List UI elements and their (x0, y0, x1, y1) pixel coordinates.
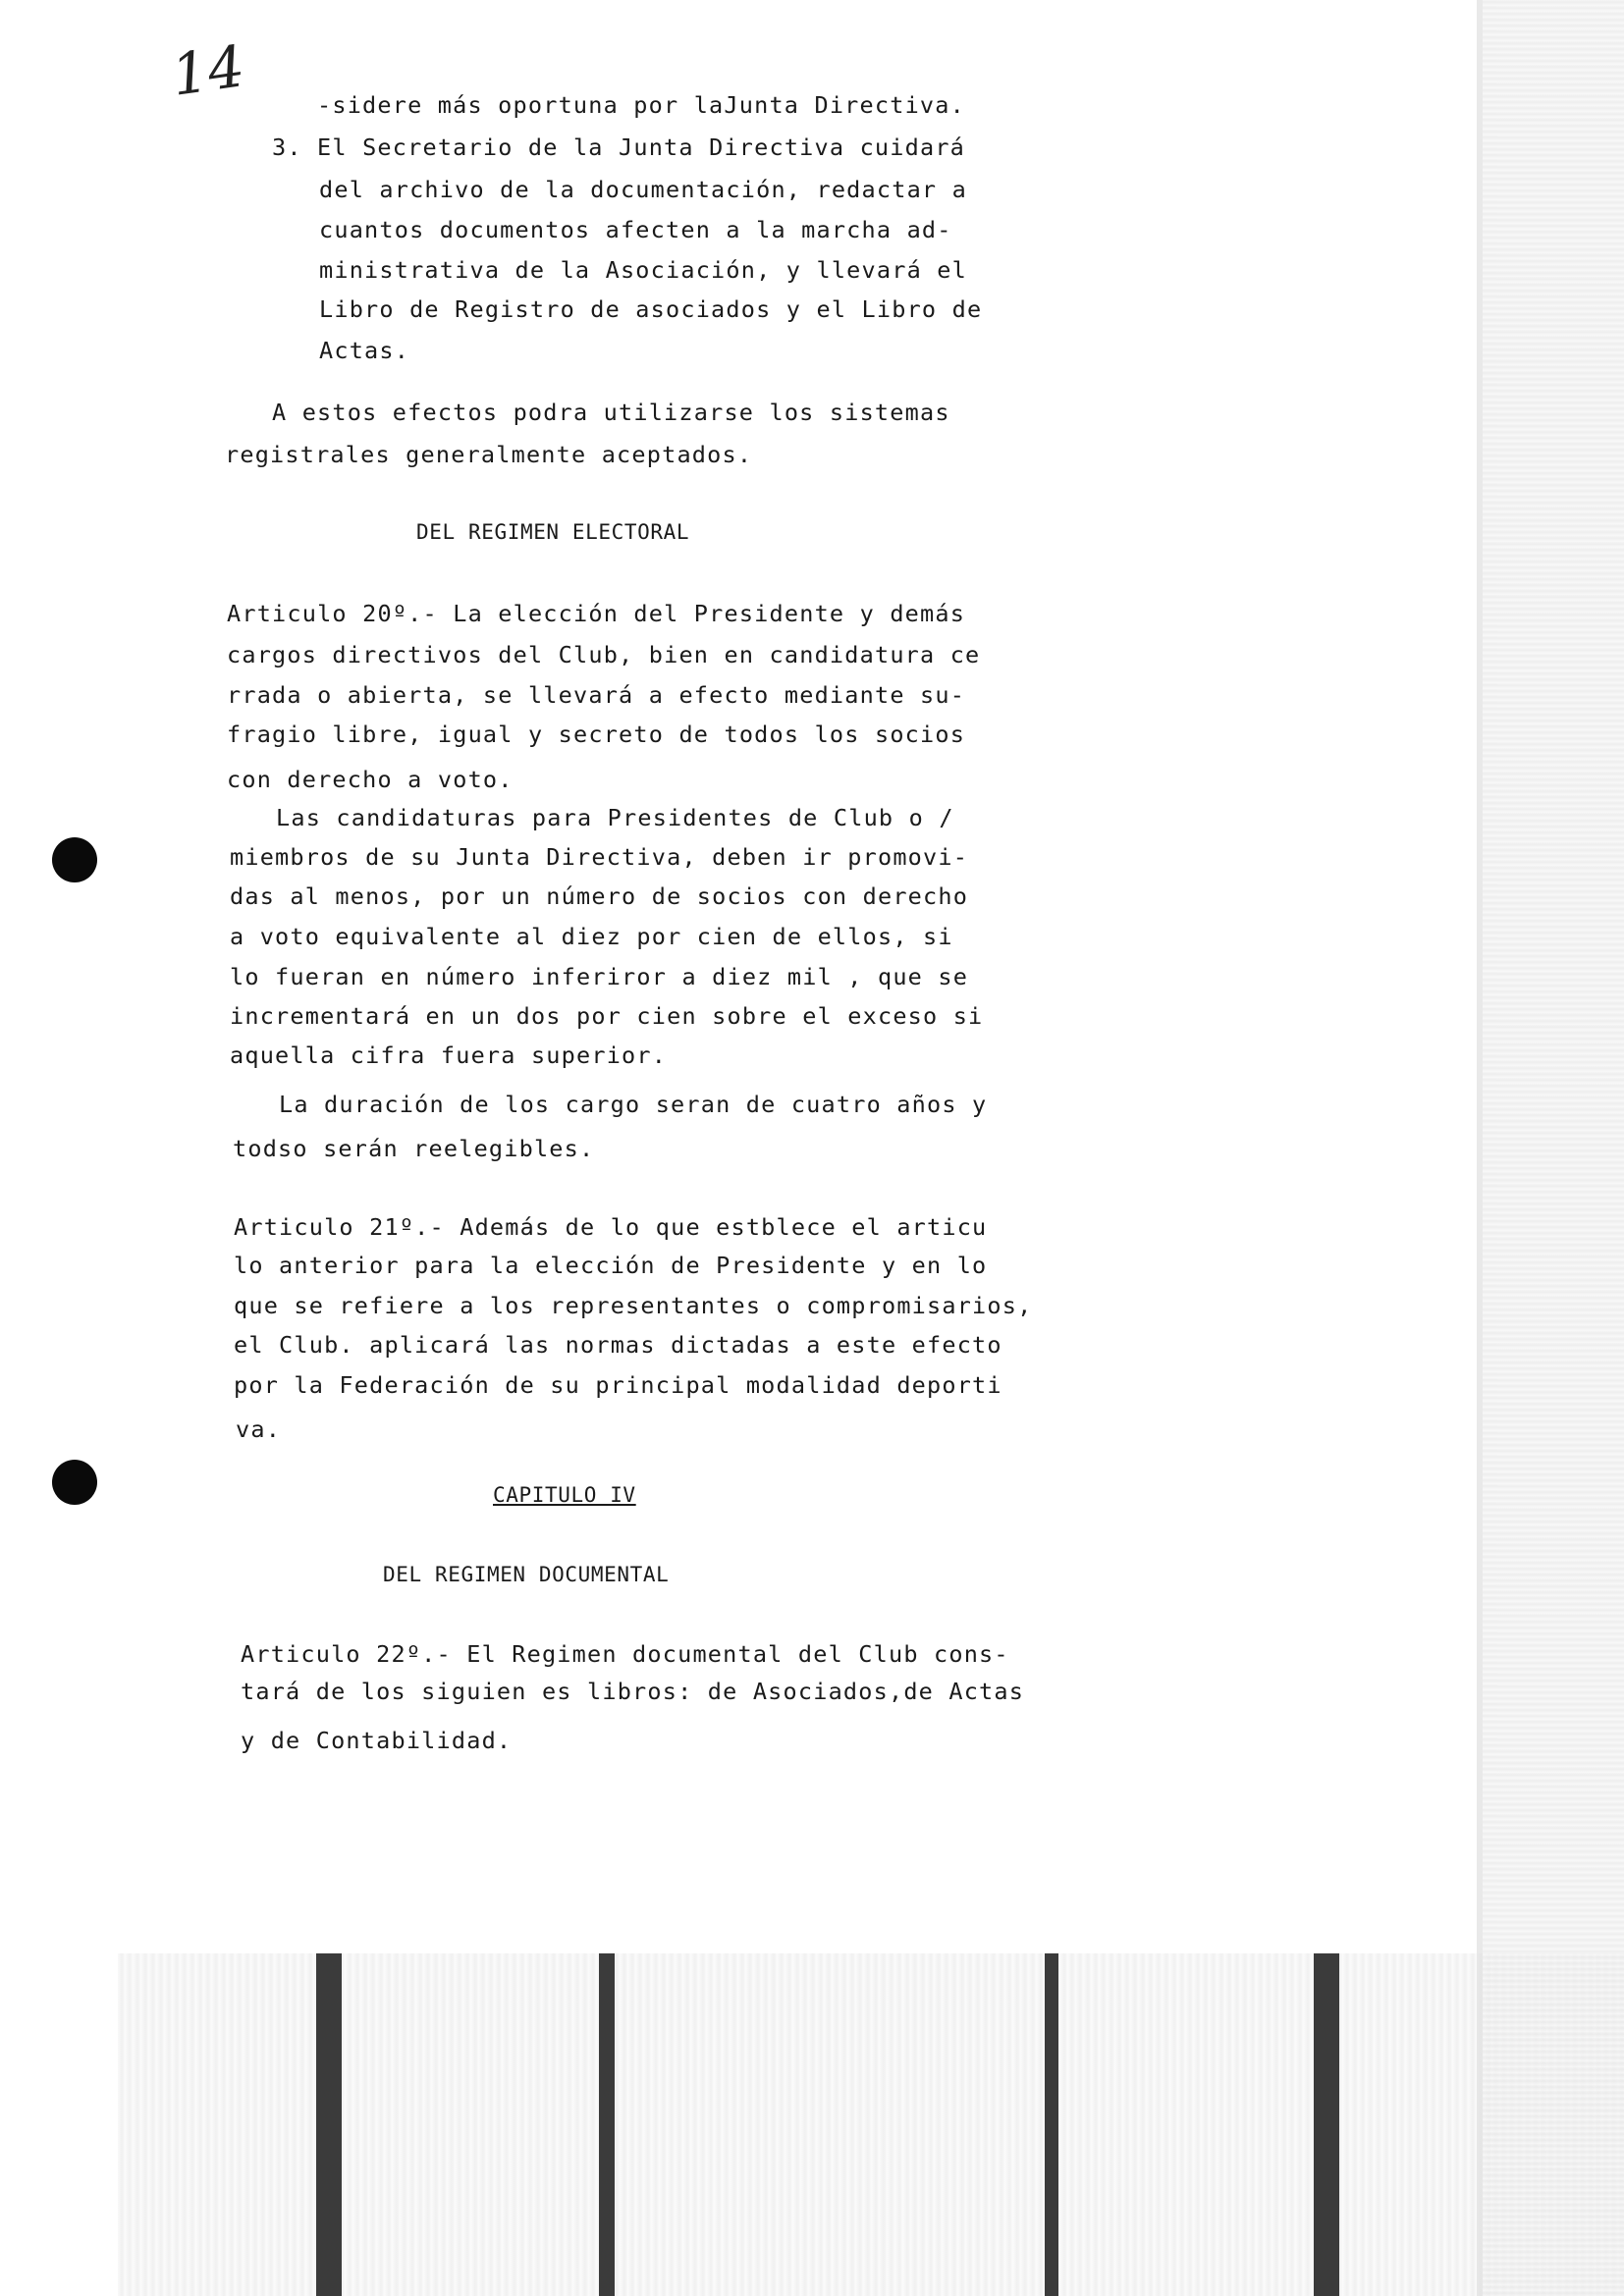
text-line: Libro de Registro de asociados y el Libro de (319, 295, 983, 323)
scan-artifact-bottom (118, 1953, 1624, 2296)
text-line: todso serán reelegibles. (233, 1135, 595, 1162)
text-line: aquella cifra fuera superior. (230, 1041, 668, 1069)
punch-hole-bottom (52, 1460, 97, 1505)
text-line: A estos efectos podra utilizarse los sistemas (272, 399, 950, 426)
text-line: -sidere más oportuna por laJunta Directiva. (317, 91, 965, 119)
text-line: que se refiere a los representantes o compromisarios, (234, 1292, 1033, 1319)
section-heading: DEL REGIMEN DOCUMENTAL (383, 1563, 670, 1586)
scan-artifact-right-edge (1477, 0, 1624, 2296)
text-line: Articulo 21º.- Además de lo que estblece el articu (234, 1213, 988, 1241)
text-line: va. (236, 1415, 282, 1443)
text-line: rrada o abierta, se llevará a efecto mediante su- (227, 681, 966, 709)
text-line: lo fueran en número inferiror a diez mil , que se (230, 963, 969, 990)
text-line: Las candidaturas para Presidentes de Club o / (276, 804, 954, 831)
chapter-heading: CAPITULO IV (493, 1483, 636, 1507)
text-line: con derecho a voto. (227, 766, 514, 793)
text-line: del archivo de la documentación, redactar a (319, 176, 967, 203)
scan-bar (316, 1953, 342, 2296)
text-line: Articulo 20º.- La elección del Presidente y demás (227, 600, 966, 627)
punch-hole-top (52, 837, 97, 882)
text-line: fragio libre, igual y secreto de todos los socios (227, 721, 966, 748)
scan-bar (1045, 1953, 1058, 2296)
text-line: tará de los siguien es libros: de Asociados,de Actas (241, 1678, 1025, 1705)
section-heading: DEL REGIMEN ELECTORAL (416, 520, 690, 544)
text-line: incrementará en un dos por cien sobre el exceso si (230, 1002, 984, 1030)
text-line: Articulo 22º.- El Regimen documental del Club cons- (241, 1640, 1009, 1668)
scan-bar (599, 1953, 615, 2296)
text-line: cargos directivos del Club, bien en candidatura ce (227, 641, 981, 668)
text-line: cuantos documentos afecten a la marcha ad- (319, 216, 952, 243)
text-line: das al menos, por un número de socios con derecho (230, 882, 969, 910)
text-line: 3. El Secretario de la Junta Directiva cuidará (272, 133, 966, 161)
text-line: lo anterior para la elección de Presidente y en lo (234, 1252, 988, 1279)
text-line: miembros de su Junta Directiva, deben ir promovi- (230, 843, 969, 871)
text-line: a voto equivalente al diez por cien de ellos, si (230, 923, 953, 950)
text-line: ministrativa de la Asociación, y llevará el (319, 256, 967, 284)
text-line: el Club. aplicará las normas dictadas a este efecto (234, 1331, 1002, 1359)
text-line: La duración de los cargo seran de cuatro años y (279, 1091, 988, 1118)
scan-bar (1314, 1953, 1339, 2296)
text-line: y de Contabilidad. (241, 1727, 513, 1754)
text-line: Actas. (319, 337, 410, 364)
text-line: por la Federación de su principal modalidad deporti (234, 1371, 1002, 1399)
text-line: registrales generalmente aceptados. (225, 441, 753, 468)
folio-number: 14 (167, 32, 249, 109)
